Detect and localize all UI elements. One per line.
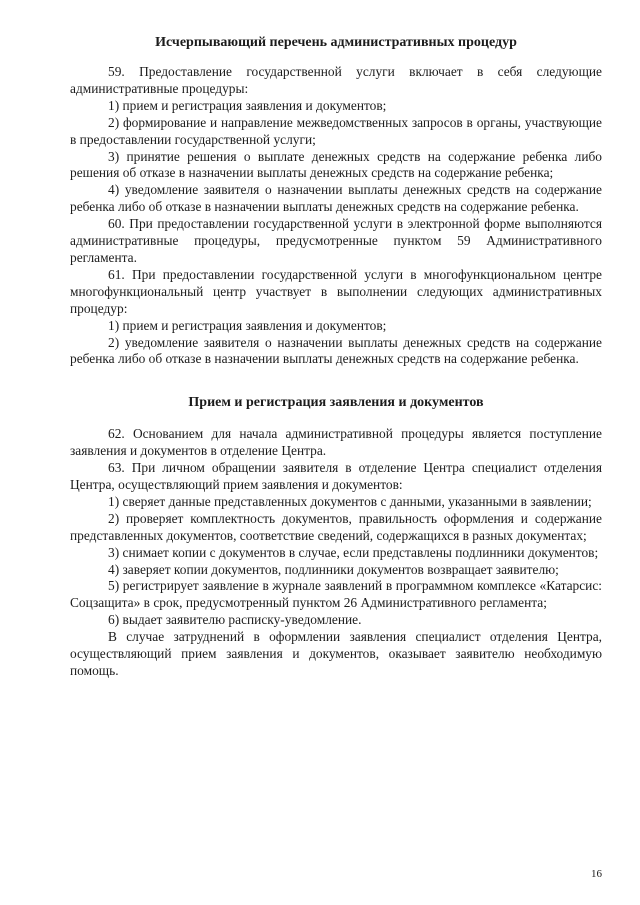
paragraph-assistance: В случае затруднений в оформлении заявления специалист отделения Центра, осуществляющий прием заявления и документов, оказывает заявителю необходимую помощь.	[70, 629, 602, 678]
page-number: 16	[591, 868, 602, 880]
paragraph-62: 62. Основанием для начала административной процедуры является поступление заявления и документов в отделение Центра.	[70, 426, 602, 459]
list-item-59-4: 4) уведомление заявителя о назначении выплаты денежных средств на содержание ребенка либо об отказе в назначении выплаты денежных средств на содержание ребенка.	[70, 182, 602, 215]
list-item-63-2: 2) проверяет комплектность документов, правильность оформления и содержание представленных документов, соответствие сведений, содержащихся в разных документах;	[70, 510, 602, 543]
list-item-59-2: 2) формирование и направление межведомственных запросов в органы, участвующие в предоставлении государственной услуги;	[70, 114, 602, 147]
paragraph-61: 61. При предоставлении государственной услуги в многофункциональном центре многофункциональный центр участвует в выполнении следующих административных процедур:	[70, 266, 602, 316]
list-item-63-3: 3) снимает копии с документов в случае, если представлены подлинники документов;	[108, 544, 599, 560]
paragraph-60: 60. При предоставлении государственной услуги в электронной форме выполняются административные процедуры, предусмотренные пунктом 59 Административного регламента.	[70, 216, 602, 265]
list-item-63-6: 6) выдает заявителю расписку-уведомление.	[108, 612, 362, 628]
paragraph-59: 59. Предоставление государственной услуги включает в себя следующие административные процедуры:	[70, 64, 602, 96]
list-item-63-5: 5) регистрирует заявление в журнале заявлений в программном комплексе «Катарсис: Соцзащита» в срок, предусмотренный пунктом 26 Административного регламента;	[70, 578, 602, 611]
heading-main: Исчерпывающий перечень административных процедур	[155, 35, 517, 50]
list-item-59-3: 3) принятие решения о выплате денежных средств на содержание ребенка либо решения об отказе в назначении выплаты денежных средств на содержание ребенка;	[70, 148, 602, 181]
list-item-63-1: 1) сверяет данные представленных документов с данными, указанными в заявлении;	[108, 493, 592, 509]
list-item-59-1: 1) прием и регистрация заявления и документов;	[108, 97, 387, 113]
list-item-61-2: 2) уведомление заявителя о назначении выплаты денежных средств на содержание ребенка либо об отказе в назначении выплаты денежных средств на содержание ребенка.	[70, 334, 602, 367]
heading-section-2: Прием и регистрация заявления и документов	[188, 395, 484, 411]
document-body	[70, 34, 602, 680]
list-item-63-4: 4) заверяет копии документов, подлинники документов возвращает заявителю;	[108, 561, 559, 577]
paragraph-63: 63. При личном обращении заявителя в отделение Центра специалист отделения Центра, осуществляющий прием заявления и документов:	[70, 460, 602, 493]
list-item-61-1: 1) прием и регистрация заявления и документов;	[108, 317, 387, 333]
